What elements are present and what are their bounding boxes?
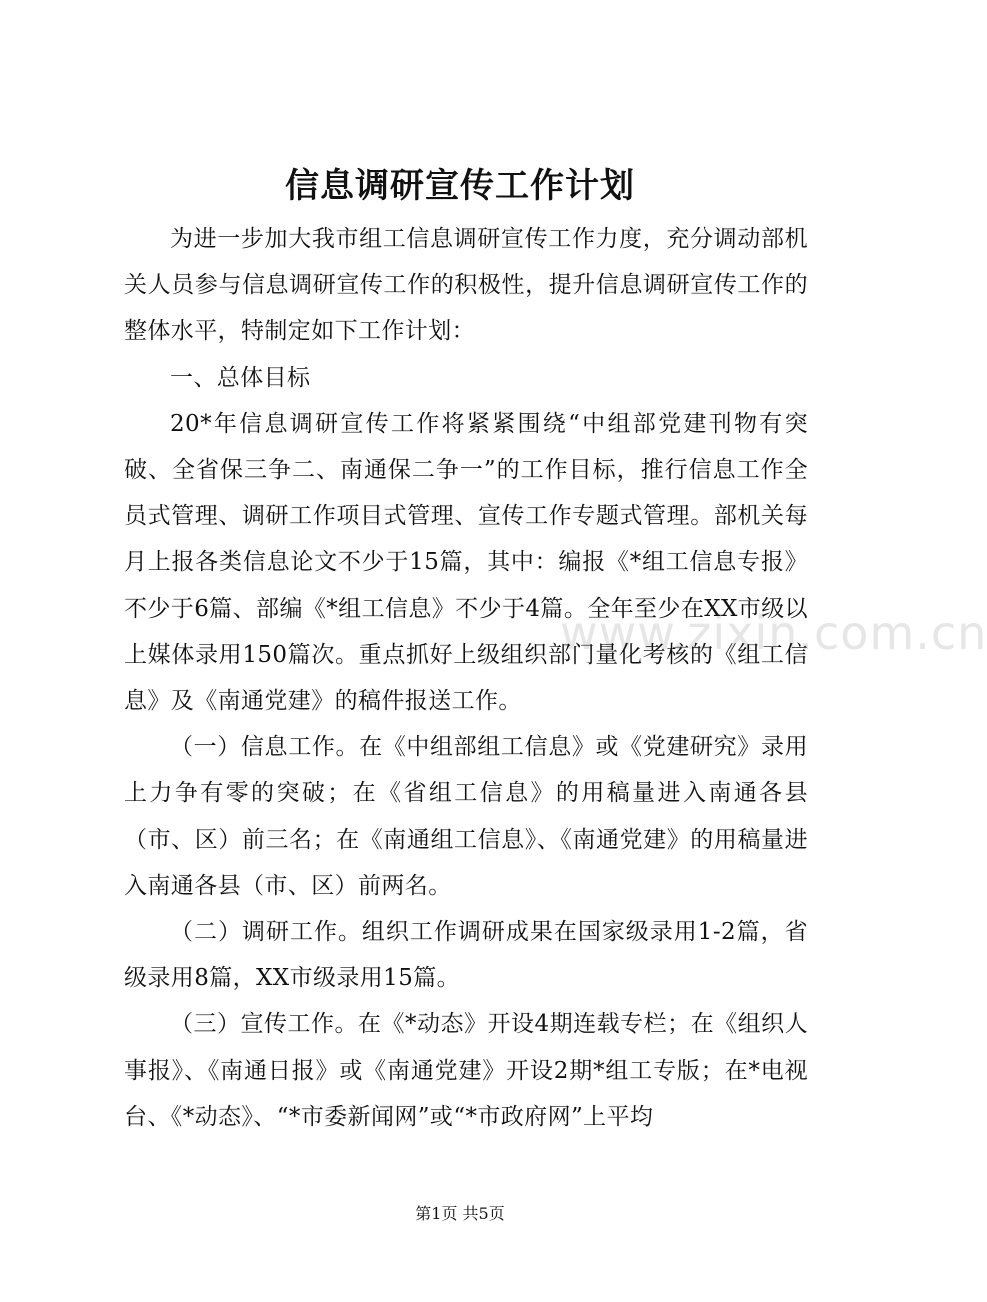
information-work-paragraph: （一）信息工作。在《中组部组工信息》或《党建研究》录用上力争有零的突破；在《省组工信息》的用稿量进入南通各县（市、区）前三名；在《南通组工信息》、《南通党建》的用稿量进入南通各县（市、区）前两名。 [124, 734, 808, 899]
page-footer: 第1页 共5页 [415, 1204, 505, 1223]
watermark: www.zixin.com.cn [560, 606, 987, 660]
publicity-work-paragraph: （三）宣传工作。在《*动态》开设4期连载专栏；在《组织人事报》、《南通日报》或《南通党建》开设2期*组工专版；在*电视台、《*动态》、“*市委新闻网”或“*市政府网”上平均 [124, 1011, 808, 1130]
overall-goal-paragraph: 20*年信息调研宣传工作将紧紧围绕“中组部党建刊物有突破、全省保三争二、南通保二争一”的工作目标，推行信息工作全员式管理、调研工作项目式管理、宣传工作专题式管理。部机关每月上报各类信息论文不少于15篇，其中：编报《*组工信息专报》不少于6篇、部编《*组工信息》不少于4篇。全年至少在XX市级以上媒体录用150篇次。重点抓好上级组织部门量化考核的《组工信息》及《南通党建》的稿件报送工作。 [124, 410, 808, 715]
intro-paragraph: 为进一步加大我市组工信息调研宣传工作力度，充分调动部机关人员参与信息调研宣传工作的积极性，提升信息调研宣传工作的整体水平，特制定如下工作计划： [124, 226, 808, 345]
research-work-paragraph: （二）调研工作。组织工作调研成果在国家级录用1-2篇，省级录用8篇，XX市级录用15篇。 [124, 919, 808, 992]
document-body [124, 216, 808, 1140]
document-title: 信息调研宣传工作计划 [285, 166, 635, 206]
section-heading-overall-goal: 一、总体目标 [170, 364, 311, 391]
